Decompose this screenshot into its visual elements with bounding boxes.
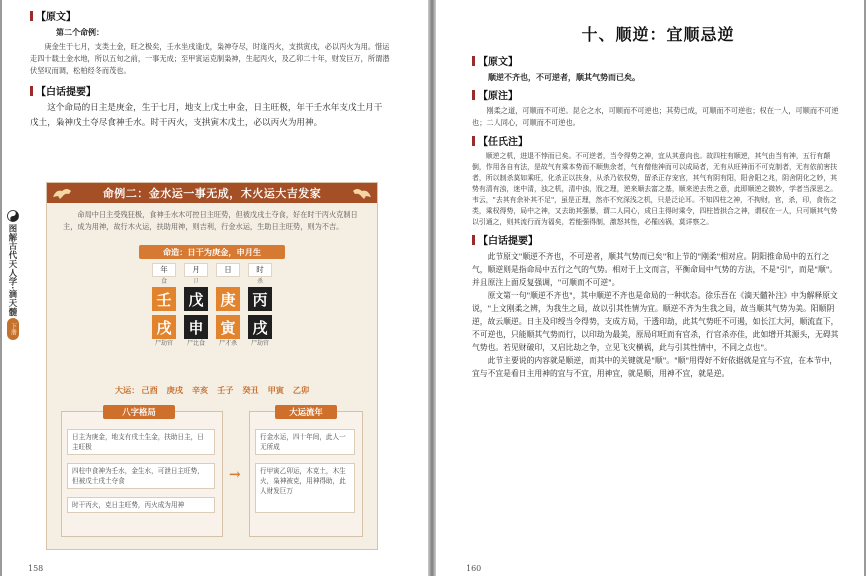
ten-god-label: 卩 bbox=[192, 278, 199, 285]
section-header-summary: 【白话提要】 bbox=[30, 83, 390, 98]
dayun-item: 壬子 bbox=[217, 385, 243, 395]
example-header bbox=[47, 183, 377, 203]
example-label: 第二个命例： bbox=[56, 27, 104, 37]
geju-header: 八字格局 bbox=[103, 405, 175, 419]
heavenly-stem: 庚 bbox=[216, 287, 240, 311]
side-book-title: 图解古代天人学·滴天髓 bbox=[8, 224, 18, 317]
hidden-stem-tag: 尸比食 bbox=[186, 340, 205, 347]
example-panel bbox=[46, 182, 378, 550]
dayun-label: 大运： bbox=[114, 385, 140, 395]
right-page-body bbox=[472, 4, 844, 380]
dayun-item: 癸丑 bbox=[242, 385, 268, 395]
chart-title: 命造：日干为庚金，申月生 bbox=[139, 245, 285, 259]
section-header-note: 【原注】 bbox=[472, 87, 844, 102]
pillar-column-header: 时 bbox=[248, 263, 272, 277]
header-bar bbox=[472, 90, 475, 100]
heavenly-stem: 壬 bbox=[152, 287, 176, 311]
dayun-item-2: 行甲寅乙卯运，木克土，木生火，枭神被克，用神得助，此人财发巨万 bbox=[255, 463, 355, 513]
dayun-list bbox=[141, 385, 309, 395]
dayun-panel-header: 大运流年 bbox=[275, 405, 337, 419]
section-header-original: 【原文】 bbox=[30, 8, 390, 23]
earthly-branch: 寅 bbox=[216, 315, 240, 339]
page-number: 160 bbox=[466, 564, 482, 573]
dayun-item: 辛亥 bbox=[191, 385, 218, 395]
original-text: 顺逆不齐也，不可逆者，顺其气势而已矣。 bbox=[488, 72, 640, 82]
dayun-item: 乙卯 bbox=[292, 385, 310, 395]
hidden-stem-tag: 尸才杀 bbox=[218, 340, 237, 347]
left-page bbox=[2, 0, 428, 576]
beast-ornament-icon bbox=[51, 185, 73, 201]
heavenly-stem: 丙 bbox=[248, 287, 272, 311]
example-title: 命例二：金水运一事无成，木火运大吉发家 bbox=[102, 187, 322, 200]
hidden-stem-tag: 尸劫官 bbox=[154, 340, 173, 347]
header-bar bbox=[472, 136, 475, 146]
geju-item-3: 时干丙火，克日主旺势，丙火成为用神 bbox=[67, 497, 215, 513]
chapter-title: 十、顺逆：宜顺忌逆 bbox=[581, 25, 735, 44]
earthly-branch: 申 bbox=[184, 315, 208, 339]
left-page-body bbox=[30, 4, 390, 131]
earthly-branch: 戌 bbox=[152, 315, 176, 339]
section-header-summary: 【白话提要】 bbox=[472, 232, 844, 247]
pillar-column-header: 日 bbox=[216, 263, 240, 277]
classic-text: 庚金生于七月，支类土金，旺之极矣，壬水坐戌逢戊，枭神夺尽，时逢丙火，支拱寅戌，必以丙火为用。惜运走四十载土金水地，所以五旬之前，一事无成；至甲寅运克制枭神，生起丙火，及乙卯二十年，财发巨万，所谓潜伏坚叹而调，松柏经冬而茂也。 bbox=[30, 42, 390, 75]
bazi-chart bbox=[139, 245, 285, 349]
pillar-grid bbox=[139, 263, 285, 349]
heavenly-stem: 戊 bbox=[184, 287, 208, 311]
pillar-column-header: 年 bbox=[152, 263, 176, 277]
ten-god-label: 食 bbox=[160, 278, 167, 285]
ten-god-label bbox=[216, 277, 240, 287]
summary-text: 这个命局的日主是庚金，生于七月，地支上戊土申金，日主旺极，年干壬水年支戊土月干戊土，枭神戊土夺尽食神壬水。时干丙火，支拱寅木戊土，必以丙火为用神。 bbox=[30, 103, 383, 128]
book-gutter bbox=[428, 0, 436, 576]
geju-item-1: 日主为庚金，地支有戌土生金，扶助日主，日主旺极 bbox=[67, 429, 215, 455]
geju-item-2: 四柱中食神为壬水，金生水，可泄日主旺势，但被戊土戌土夺食 bbox=[67, 463, 215, 489]
dayun-item: 庚戌 bbox=[166, 385, 192, 395]
summary-paragraph-1: 此节原文"顺逆不齐也，不可逆者，顺其气势而已矣"和上节的"刚柔"相对应。阴阳推命局中的五行之气，顺逆则是指命局中五行之气的气势。相对于上文而言，平衡命局中气势的方法，不是"引"，而是"顺"。并且原注上面反复强调，"可顺而不可逆"。 bbox=[472, 252, 838, 287]
beast-ornament-icon bbox=[351, 185, 373, 201]
ten-god-label: 杀 bbox=[256, 278, 263, 285]
dayun-item: 甲寅 bbox=[267, 385, 293, 395]
right-page bbox=[436, 0, 864, 576]
earthly-branch: 戌 bbox=[248, 315, 272, 339]
dayun-line bbox=[47, 385, 377, 396]
summary-paragraph-2: 原文第一句"顺逆不齐也"，其中顺逆不齐也是命局的一种状态。徐乐吾在《滴天髓补注》中为解释原文说，"上文刚柔之辨，为我生之局，故以引其性情为宜。顺逆不齐为生我之局，故当顺其气势为美。阳顺阴逆，故云顺逆。日主及印绶当令得势，支成方局，干透印劫，此其气势旺不可遏，如长江大河，顺流直下，不可逆也，只能顺其气势而行，以印劫为最美，原局印旺而有官杀，行官杀亦佳，此如增开其源头，无碍其气势也。若见财破印，又启比劫之争，立见飞灾横祸，此与引其性情中，不同之点也"。 bbox=[472, 291, 839, 352]
side-running-title bbox=[6, 210, 20, 340]
summary-paragraph-3: 此节主要说的内容就是顺逆，而其中的关键就是"顺"。"顺"用得好不好依据就是宜与不宜，在本节中，宜与不宜是看日主用神的宜与不宜，用神宜，就是顺，用神不宜，就是逆。 bbox=[472, 356, 838, 378]
section-header-ren-note: 【任氏注】 bbox=[472, 133, 844, 148]
header-bar bbox=[30, 11, 33, 21]
dayun-item: 己酉 bbox=[141, 385, 167, 395]
page-number: 158 bbox=[28, 564, 44, 573]
header-bar bbox=[472, 56, 475, 66]
arrow-icon: → bbox=[229, 467, 241, 483]
section-header-original: 【原文】 bbox=[472, 53, 844, 68]
dayun-item-1: 行金水运，四十年间，此人一无所成 bbox=[255, 429, 355, 455]
header-bar bbox=[30, 86, 33, 96]
pillar-column-header: 月 bbox=[184, 263, 208, 277]
ren-note-text: 顺逆之机，进退不悖而已矣。不可逆者，当令得势之神，宜从其意向也。故四柱有顺逆，其气由当有神，五行有颠倒，作用各自有法，是故气有乘本势而不顺焦余者，气有僧他神而可以成局者，无有从旺神而不可克制者，无有依前害扶者，所以制杀莫如乘旺，化杀正以扶身，从杀乃依权势，留杀正存宠官，其气有阴有阳，阳舍阳之兆，阴舍阴化之妙，其势有清有浊，迷中清，浊之机，清中浊，戕之理，逆来顺去富之基，顺来逆去贵之意，此即顺逆之微妙，学者当深思之。韦云，"去其有余补其不足"，虽是正理，然亦不究深浅之机，只是泛论耳。不知四柱之神，不拘财，官，杀，印，食伤之类，乘权得势，局中之神，又去助其强暴，谓二人同心，成日主得时乘令，四柱皆拱合之神，谓权在一人，只可顺其气势以引通之，则其流行而为福矣，若能强得制，激怒其性，必罹凶祸，莫详察之。 bbox=[472, 152, 838, 226]
hidden-stem-tag: 尸劫官 bbox=[250, 340, 269, 347]
header-bar bbox=[472, 235, 475, 245]
example-intro: 命局中日主受残狂极，食神壬水木可控日主旺势，但被戊戌土夺食，好在时干丙火克制日主，成为用神，故行木火运，扶助用神，则吉利，行金水运，生助日主旺势，则为不吉。 bbox=[63, 210, 358, 231]
note-text: 刚柔之道，可顺而不可逆。昆仑之水，可顺而不可逆也；其势已成，可顺而不可逆也；权在一人，可顺而不可逆也；二人同心，可顺而不可逆也。 bbox=[472, 106, 839, 127]
volume-seal: 下册 bbox=[7, 318, 19, 340]
taiji-icon bbox=[7, 210, 19, 222]
